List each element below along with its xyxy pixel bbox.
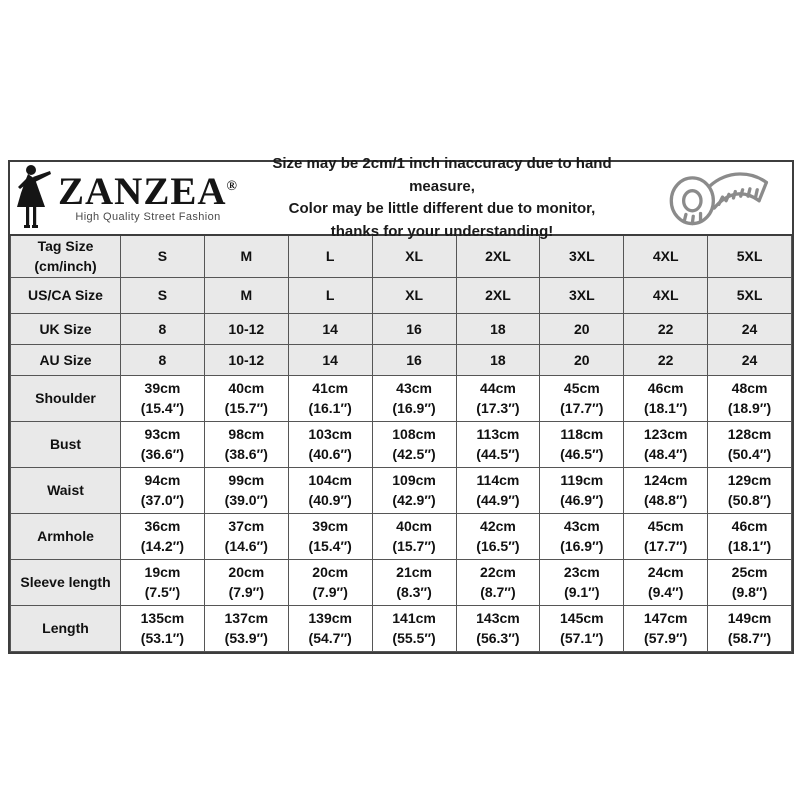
corner-cell [11,235,121,277]
measure-disclaimer [242,153,642,243]
measure-inch: (8.3″) [396,584,432,601]
size-col-header: S [121,235,205,277]
measure-cell [372,375,456,421]
measure-inch: (18.9″) [727,400,772,417]
measure-cm: 114cm [476,471,520,488]
measure-inch: (44.9″) [476,492,520,509]
size-cell: 24 [708,344,792,375]
measure-cm: 48cm [731,379,768,396]
measure-cm: 43cm [563,517,600,534]
measure-inch: (17.7″) [560,400,604,417]
measure-inch: (15.7″) [392,538,436,555]
size-cell: XL [372,277,456,313]
measure-cell [456,375,540,421]
measure-cm: 123cm [643,425,688,442]
measure-cell [288,559,372,605]
row-label: Shoulder [11,375,121,421]
measure-cm: 113cm [476,425,520,442]
size-cell: 18 [456,344,540,375]
measure-inch: (58.7″) [727,630,772,647]
size-cell: 10-12 [204,344,288,375]
measure-inch: (7.9″) [312,584,348,601]
size-cell: 22 [624,344,708,375]
measure-cell [288,421,372,467]
woman-silhouette-icon [14,163,56,234]
measure-cell [708,375,792,421]
measure-cm: 43cm [396,379,432,396]
measure-inch: (39.0″) [224,492,268,509]
size-cell: 18 [456,313,540,344]
measure-cm: 22cm [480,563,516,580]
measure-inch: (37.0″) [140,492,185,509]
measure-cell [540,513,624,559]
measure-cell [204,375,288,421]
measure-cell [624,605,708,651]
measure-cm: 39cm [312,517,349,534]
brand-logo [10,163,242,234]
measure-inch: (42.5″) [392,446,436,463]
size-cell: S [121,277,205,313]
measure-row [11,513,792,559]
measure-cell [456,467,540,513]
measure-cell [624,559,708,605]
measure-cell [204,559,288,605]
measure-cell [708,605,792,651]
measure-cm: 20cm [312,563,349,580]
measure-inch: (44.5″) [476,446,520,463]
size-cell: 3XL [540,277,624,313]
size-cell: 20 [540,313,624,344]
size-table-body [11,235,792,651]
measure-inch: (16.9″) [392,400,436,417]
row-label: AU Size [11,344,121,375]
row-label: Bust [11,421,121,467]
size-chart-sheet [8,155,794,654]
measure-inch: (15.7″) [224,400,268,417]
measure-cell [121,421,205,467]
size-row [11,277,792,313]
size-col-header: XL [372,235,456,277]
measure-inch: (14.6″) [224,538,268,555]
measure-cm: 20cm [228,563,265,580]
measure-inch: (54.7″) [308,630,352,647]
measure-cm: 94cm [144,471,181,488]
row-label: UK Size [11,313,121,344]
measure-cell [540,559,624,605]
measure-cell [624,513,708,559]
measure-cm: 93cm [144,425,181,442]
measure-inch: (16.1″) [308,400,352,417]
size-col-header: 4XL [624,235,708,277]
size-cell: 14 [288,344,372,375]
measure-cell [204,513,288,559]
measure-cm: 149cm [727,609,772,626]
measure-inch: (16.9″) [560,538,604,555]
measure-inch: (18.1″) [644,400,688,417]
measure-inch: (57.9″) [644,630,688,647]
size-cell: M [204,277,288,313]
measure-cm: 41cm [312,379,349,396]
measure-inch: (42.9″) [392,492,436,509]
measure-cell [540,375,624,421]
measure-cm: 141cm [392,609,436,626]
measure-cm: 137cm [224,609,269,626]
measure-row [11,559,792,605]
size-cell: 24 [708,313,792,344]
measure-cm: 109cm [392,471,436,488]
measure-cm: 46cm [647,379,684,396]
size-cell: 16 [372,313,456,344]
measure-inch: (36.6″) [140,446,185,463]
measure-cell [540,467,624,513]
measure-inch: (17.7″) [644,538,688,555]
size-row [11,344,792,375]
brand-tagline: High Quality Street Fashion [75,211,221,224]
brand-name-text: ZANZEA [58,169,227,213]
registered-mark: ® [226,178,239,194]
measure-cm: 147cm [643,609,688,626]
measure-cm: 128cm [727,425,772,442]
measure-row [11,375,792,421]
measure-cm: 103cm [308,425,352,442]
measure-inch: (38.6″) [224,446,268,463]
size-col-header: M [204,235,288,277]
measure-cell [372,421,456,467]
measure-cell [121,559,205,605]
measure-cell [121,513,205,559]
measure-inch: (56.3″) [476,630,520,647]
measure-inch: (9.4″) [647,584,684,601]
measure-row [11,605,792,651]
measure-inch: (15.4″) [140,400,185,417]
measure-cell [121,375,205,421]
measure-cell [372,467,456,513]
measure-inch: (14.2″) [140,538,185,555]
measure-inch: (40.6″) [308,446,352,463]
size-col-header: L [288,235,372,277]
measure-cell [456,513,540,559]
measure-cm: 23cm [563,563,600,580]
row-label: Length [11,605,121,651]
measure-cm: 19cm [144,563,181,580]
measure-cell [456,421,540,467]
corner-line-2: (cm/inch) [34,258,97,275]
measure-cm: 99cm [228,471,265,488]
measure-cell [204,467,288,513]
measure-inch: (9.1″) [564,584,600,601]
measure-cm: 42cm [480,517,516,534]
measure-cm: 25cm [731,563,768,580]
measure-cm: 135cm [140,609,185,626]
size-col-header: 5XL [708,235,792,277]
measuring-tape-icon [642,166,792,230]
measure-cm: 21cm [396,563,432,580]
measure-inch: (46.5″) [560,446,604,463]
measure-inch: (7.9″) [228,584,265,601]
row-label: US/CA Size [11,277,121,313]
measure-cm: 45cm [563,379,600,396]
disclaimer-line-1: Size may be 2cm/1 inch inaccuracy due to hand measure, [272,155,612,195]
size-cell: 20 [540,344,624,375]
corner-line-1: Tag Size [37,238,94,254]
measure-cm: 139cm [308,609,352,626]
disclaimer-line-2: Color may be little different due to monitor, [288,200,596,217]
measure-inch: (55.5″) [392,630,436,647]
measure-cell [372,559,456,605]
measure-inch: (17.3″) [476,400,520,417]
measure-inch: (7.5″) [144,584,181,601]
measure-cell [708,467,792,513]
measure-cm: 37cm [228,517,265,534]
measure-cm: 40cm [396,517,432,534]
measure-inch: (50.4″) [727,446,772,463]
measure-cell [288,605,372,651]
measure-cell [288,513,372,559]
measure-cm: 36cm [144,517,181,534]
measure-cell [540,421,624,467]
measure-row [11,467,792,513]
measure-inch: (46.9″) [560,492,604,509]
size-cell: 22 [624,313,708,344]
size-cell: 8 [121,313,205,344]
measure-inch: (53.9″) [224,630,268,647]
brand-name [58,169,239,213]
measure-inch: (48.4″) [644,446,688,463]
measure-cm: 145cm [560,609,604,626]
size-row [11,313,792,344]
size-cell: 10-12 [204,313,288,344]
measure-inch: (8.7″) [480,584,516,601]
measure-cell [708,513,792,559]
measure-inch: (15.4″) [308,538,352,555]
measure-inch: (16.5″) [476,538,520,555]
row-label: Sleeve length [11,559,121,605]
size-cell: 4XL [624,277,708,313]
measure-cell [540,605,624,651]
measure-inch: (9.8″) [731,584,768,601]
measure-inch: (53.1″) [140,630,185,647]
measure-cm: 45cm [647,517,684,534]
size-cell: 14 [288,313,372,344]
measure-cell [372,605,456,651]
measure-cell [624,421,708,467]
measure-cm: 124cm [643,471,688,488]
size-col-header: 3XL [540,235,624,277]
disclaimer-line-3: thanks for your understanding! [330,222,554,240]
measure-cell [708,421,792,467]
measure-inch: (50.8″) [727,492,772,509]
measure-cm: 108cm [392,425,436,442]
measure-cell [372,513,456,559]
size-col-header: 2XL [456,235,540,277]
measure-cm: 46cm [731,517,768,534]
measure-cell [456,605,540,651]
measure-cell [204,421,288,467]
measure-cm: 98cm [228,425,265,442]
measure-cm: 143cm [476,609,520,626]
measure-cell [288,375,372,421]
measure-cm: 40cm [228,379,265,396]
measure-cm: 118cm [560,425,604,442]
measure-cell [624,375,708,421]
row-label: Waist [11,467,121,513]
size-cell: L [288,277,372,313]
measure-row [11,421,792,467]
chart-header [10,155,792,240]
measure-inch: (57.1″) [560,630,604,647]
measure-cell [624,467,708,513]
size-table [10,234,792,652]
row-label: Armhole [11,513,121,559]
measure-cell [456,559,540,605]
measure-cm: 44cm [480,379,516,396]
measure-cell [121,605,205,651]
measure-cm: 104cm [308,471,352,488]
measure-cm: 24cm [647,563,684,580]
measure-inch: (18.1″) [727,538,772,555]
measure-cm: 129cm [727,471,772,488]
measure-cell [288,467,372,513]
measure-cell [204,605,288,651]
brand-text-block [58,169,239,224]
size-cell: 16 [372,344,456,375]
size-cell: 2XL [456,277,540,313]
size-cell: 5XL [708,277,792,313]
measure-inch: (48.8″) [644,492,688,509]
measure-cell [708,559,792,605]
measure-cm: 39cm [144,379,181,396]
size-cell: 8 [121,344,205,375]
measure-inch: (40.9″) [308,492,352,509]
measure-cm: 119cm [560,471,604,488]
measure-cell [121,467,205,513]
